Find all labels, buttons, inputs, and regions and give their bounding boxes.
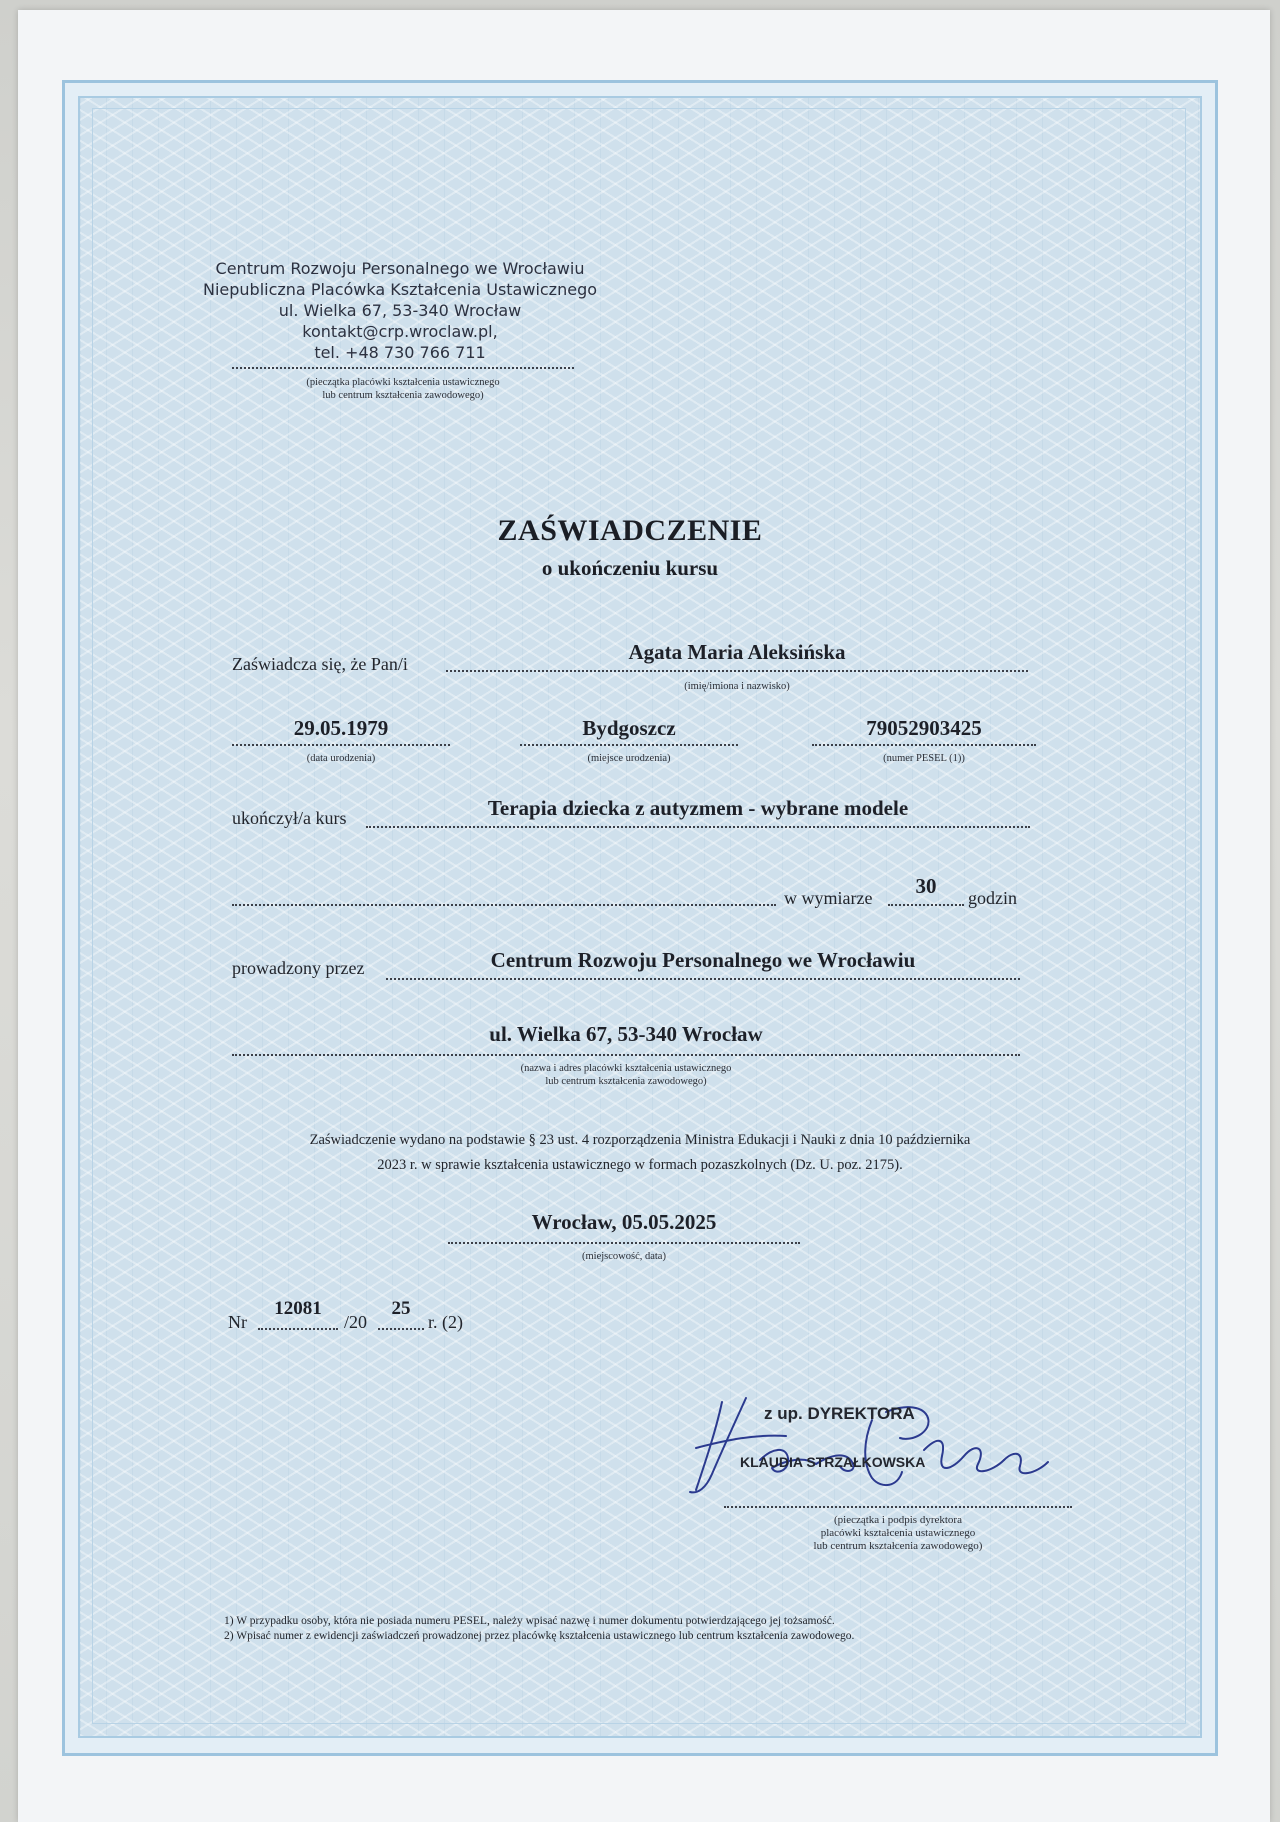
number-prefix: Nr	[228, 1312, 247, 1332]
birth-place-dotted-line	[520, 744, 738, 746]
issue-caption: (miejscowość, data)	[582, 1251, 666, 1262]
provider-name: Centrum Rozwoju Personalnego we Wrocławiu	[490, 948, 916, 972]
institution-stamp	[200, 258, 600, 363]
signature-dotted-line	[724, 1506, 1072, 1508]
footnote-2: 2) Wpisać numer z ewidencji zaświadczeń prowadzonej przez placówkę kształcenia ustawicznego lub centrum kształcenia zawodowego.	[224, 1630, 855, 1642]
stamp-line-4: kontakt@crp.wroclaw.pl,	[302, 322, 498, 341]
birth-date: 29.05.1979	[293, 716, 389, 740]
pesel-caption: (numer PESEL (1))	[883, 753, 965, 764]
birth-place: Bydgoszcz	[582, 716, 676, 740]
stamp-line-3: ul. Wielka 67, 53-340 Wrocław	[278, 301, 522, 320]
pesel-number: 79052903425	[866, 716, 982, 740]
course-label: ukończył/a kurs	[232, 808, 347, 828]
birth-date-caption: (data urodzenia)	[306, 753, 376, 764]
provider-address-dotted-line	[232, 1054, 1020, 1056]
stamp-line-5: tel. +48 730 766 711	[314, 343, 486, 362]
stamp-dotted-line	[232, 367, 574, 369]
signature-caption-line-1: (pieczątka i podpis dyrektora	[834, 1514, 962, 1526]
stamp-line-2: Niepubliczna Placówka Kształcenia Ustawicznego	[202, 280, 598, 299]
name-caption: (imię/imiona i nazwisko)	[684, 681, 790, 692]
hours-value: 30	[915, 874, 937, 898]
footnote-1: 1) W przypadku osoby, która nie posiada numeru PESEL, należy wpisać nazwę i numer dokumentu potwierdzającego jej tożsamość.	[224, 1615, 835, 1627]
signature-caption-line-3: lub centrum kształcenia zawodowego)	[813, 1540, 983, 1552]
name-dotted-line	[446, 670, 1028, 672]
course-name: Terapia dziecka z autyzmem - wybrane modele	[487, 796, 909, 820]
legal-basis-line-1: Zaświadczenie wydano na podstawie § 23 ust. 4 rozporządzenia Ministra Edukacji i Nauki z dnia 10 października	[309, 1132, 971, 1148]
issue-dotted-line	[448, 1242, 800, 1244]
legal-basis	[200, 1128, 1080, 1178]
course-continued-dotted-line	[232, 904, 776, 906]
year-dotted-line	[378, 1328, 424, 1330]
pesel-dotted-line	[812, 744, 1036, 746]
signature-caption	[724, 1514, 1072, 1553]
director-line-1: z up. DYREKTORA	[764, 1404, 915, 1423]
number-separator: /20	[344, 1312, 368, 1332]
certificate-year: 25	[391, 1298, 411, 1319]
issue-place-date: Wrocław, 05.05.2025	[531, 1210, 717, 1234]
stamp-line-1: Centrum Rozwoju Personalnego we Wrocławiu	[215, 259, 585, 278]
provider-caption-line-1: (nazwa i adres placówki kształcenia ustawicznego	[520, 1063, 732, 1074]
legal-basis-line-2: 2023 r. w sprawie kształcenia ustawicznego w formach pozaszkolnych (Dz. U. poz. 2175).	[377, 1157, 903, 1173]
course-dotted-line	[366, 826, 1030, 828]
director-line-2: KLAUDIA STRZAŁKOWSKA	[740, 1454, 926, 1470]
number-suffix: r. (2)	[428, 1312, 463, 1332]
footnotes	[224, 1614, 854, 1644]
document-title: ZAŚWIADCZENIE	[497, 514, 763, 547]
participant-name: Agata Maria Aleksińska	[628, 640, 846, 664]
provider-dotted-line	[386, 978, 1020, 980]
provider-address: ul. Wielka 67, 53-340 Wrocław	[489, 1022, 763, 1046]
hours-label: w wymiarze	[784, 888, 873, 908]
hours-unit: godzin	[968, 888, 1017, 908]
birth-place-caption: (miejsce urodzenia)	[587, 753, 671, 764]
certificate-number: 12081	[274, 1298, 322, 1319]
birth-date-dotted-line	[232, 744, 450, 746]
document-subtitle: o ukończeniu kursu	[541, 556, 719, 580]
provider-caption-line-2: lub centrum kształcenia zawodowego)	[545, 1076, 707, 1087]
stamp-caption-line-1: (pieczątka placówki kształcenia ustawicznego	[306, 377, 500, 388]
hours-dotted-line	[888, 904, 964, 906]
stamp-caption	[232, 376, 574, 402]
number-dotted-line	[258, 1328, 338, 1330]
stamp-caption-line-2: lub centrum kształcenia zawodowego)	[322, 390, 484, 401]
signature-caption-line-2: placówki kształcenia ustawicznego	[820, 1527, 976, 1539]
provider-caption	[232, 1062, 1020, 1088]
certifies-label: Zaświadcza się, że Pan/i	[232, 654, 408, 674]
provider-label: prowadzony przez	[232, 958, 365, 978]
